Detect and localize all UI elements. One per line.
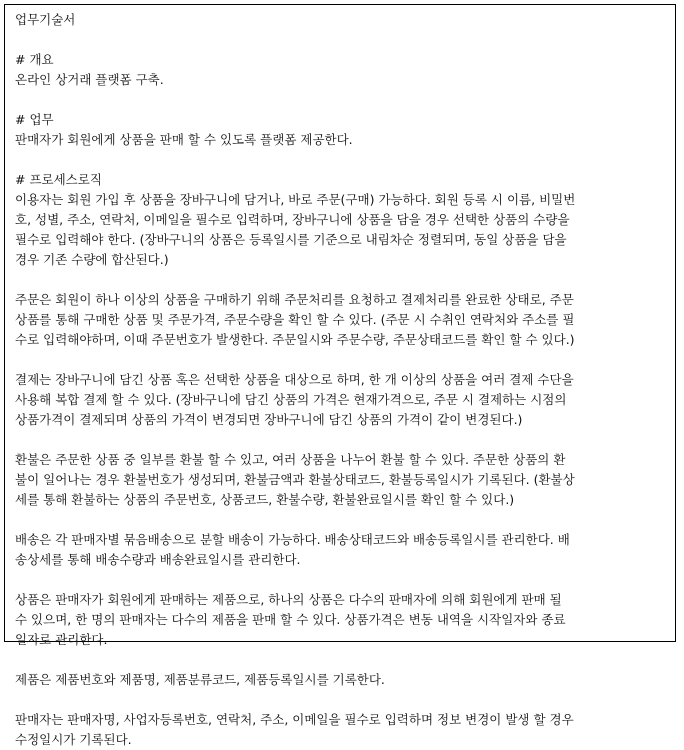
blank-line bbox=[15, 150, 664, 170]
paragraph-item-line: 제품은 제품번호와 제품명, 제품분류코드, 제품등록일시를 기록한다. bbox=[15, 672, 385, 687]
blank-line bbox=[15, 570, 664, 590]
blank-line bbox=[15, 510, 664, 530]
section-heading-business: # 업무 bbox=[15, 112, 54, 127]
blank-line bbox=[15, 650, 664, 670]
business-description-document bbox=[4, 4, 676, 747]
blank-line bbox=[15, 430, 664, 450]
overview-text: 온라인 상거래 플랫폼 구축. bbox=[15, 72, 164, 87]
paragraph-refund-line: 세를 통해 환불하는 상품의 주문번호, 상품코드, 환불수량, 환불완료일시를 확인 할 수 있다.) bbox=[15, 492, 515, 507]
blank-line bbox=[15, 270, 664, 290]
blank-line bbox=[15, 690, 664, 710]
paragraph-order-line: 상품를 통해 구매한 상품 및 주문가격, 주문수량을 확인 할 수 있다. (주문 시 수취인 연락처와 주소를 필 bbox=[15, 312, 575, 327]
section-heading-overview: # 개요 bbox=[15, 52, 54, 67]
blank-line bbox=[15, 90, 664, 110]
paragraph-product-line: 수 있으며, 한 명의 판매자는 다수의 제품을 판매 할 수 있다. 상품가격은 변동 내역을 시작일자와 종료 bbox=[15, 612, 566, 627]
blank-line bbox=[15, 350, 664, 370]
paragraph-user-line: 호, 성별, 주소, 연락처, 이메일을 필수로 입력하며, 장바구니에 상품을 담을 경우 선택한 상품의 수량을 bbox=[15, 212, 570, 227]
business-text: 판매자가 회원에게 상품을 판매 할 수 있도록 플랫폼 제공한다. bbox=[15, 132, 353, 147]
paragraph-user-line: 필수로 입력해야 한다. (장바구니의 상품은 등록일시를 기준으로 내림차순 정렬되며, 동일 상품을 담을 bbox=[15, 232, 567, 247]
paragraph-order-line: 주문은 회원이 하나 이상의 상품을 구매하기 위해 주문처리를 요청하고 결제처리를 완료한 상태로, 주문 bbox=[15, 292, 574, 307]
paragraph-product-line: 상품은 판매자가 회원에게 판매하는 제품으로, 하나의 상품은 다수의 판매자에 의해 회원에게 판매 될 bbox=[15, 592, 562, 607]
section-heading-process-logic: # 프로세스로직 bbox=[15, 172, 102, 187]
paragraph-payment-line: 상품가격이 결제되며 상품의 가격이 변경되면 장바구니에 담긴 상품의 가격이 같이 변경된다.) bbox=[15, 412, 523, 427]
paragraph-payment-line: 사용해 복합 결제 할 수 있다. (장바구니에 담긴 상품의 가격은 현재가격으로, 주문 시 결제하는 시점의 bbox=[15, 392, 567, 407]
paragraph-refund-line: 환불은 주문한 상품 중 일부를 환불 할 수 있고, 여러 상품을 나누어 환불 할 수 있다. 주문한 상품의 환 bbox=[15, 452, 566, 467]
paragraph-refund-line: 불이 일어나는 경우 환불번호가 생성되며, 환불금액과 환불상태코드, 환불등록일시가 기록된다. (환불상 bbox=[15, 472, 575, 487]
paragraph-delivery-line: 배송은 각 판매자별 묶음배송으로 분할 배송이 가능하다. 배송상태코드와 배송등록일시를 관리한다. 배 bbox=[15, 532, 570, 547]
paragraph-seller-line: 판매자는 판매자명, 사업자등록번호, 연락처, 주소, 이메일을 필수로 입력하며 정보 변경이 발생 할 경우 bbox=[15, 712, 574, 727]
paragraph-user-line: 경우 기존 수량에 합산된다.) bbox=[15, 252, 169, 267]
paragraph-delivery-line: 송상세를 통해 배송수량과 배송완료일시를 관리한다. bbox=[15, 552, 301, 567]
paragraph-user-line: 이용자는 회원 가입 후 상품을 장바구니에 담거나, 바로 주문(구매) 가능하다. 회원 등록 시 이름, 비밀번 bbox=[15, 192, 576, 207]
paragraph-seller-line: 수정일시가 기록된다. bbox=[15, 732, 132, 747]
document-title: 업무기술서 bbox=[15, 12, 76, 27]
paragraph-payment-line: 결제는 장바구니에 담긴 상품 혹은 선택한 상품을 대상으로 하며, 한 개 이상의 상품을 여러 결제 수단을 bbox=[15, 372, 574, 387]
paragraph-product-line: 일자로 관리한다. bbox=[15, 632, 108, 647]
paragraph-order-line: 수로 입력해야하며, 이때 주문번호가 발생한다. 주문일시와 주문수량, 주문상태코드를 확인 할 수 있다.) bbox=[15, 332, 575, 347]
blank-line bbox=[15, 30, 664, 50]
